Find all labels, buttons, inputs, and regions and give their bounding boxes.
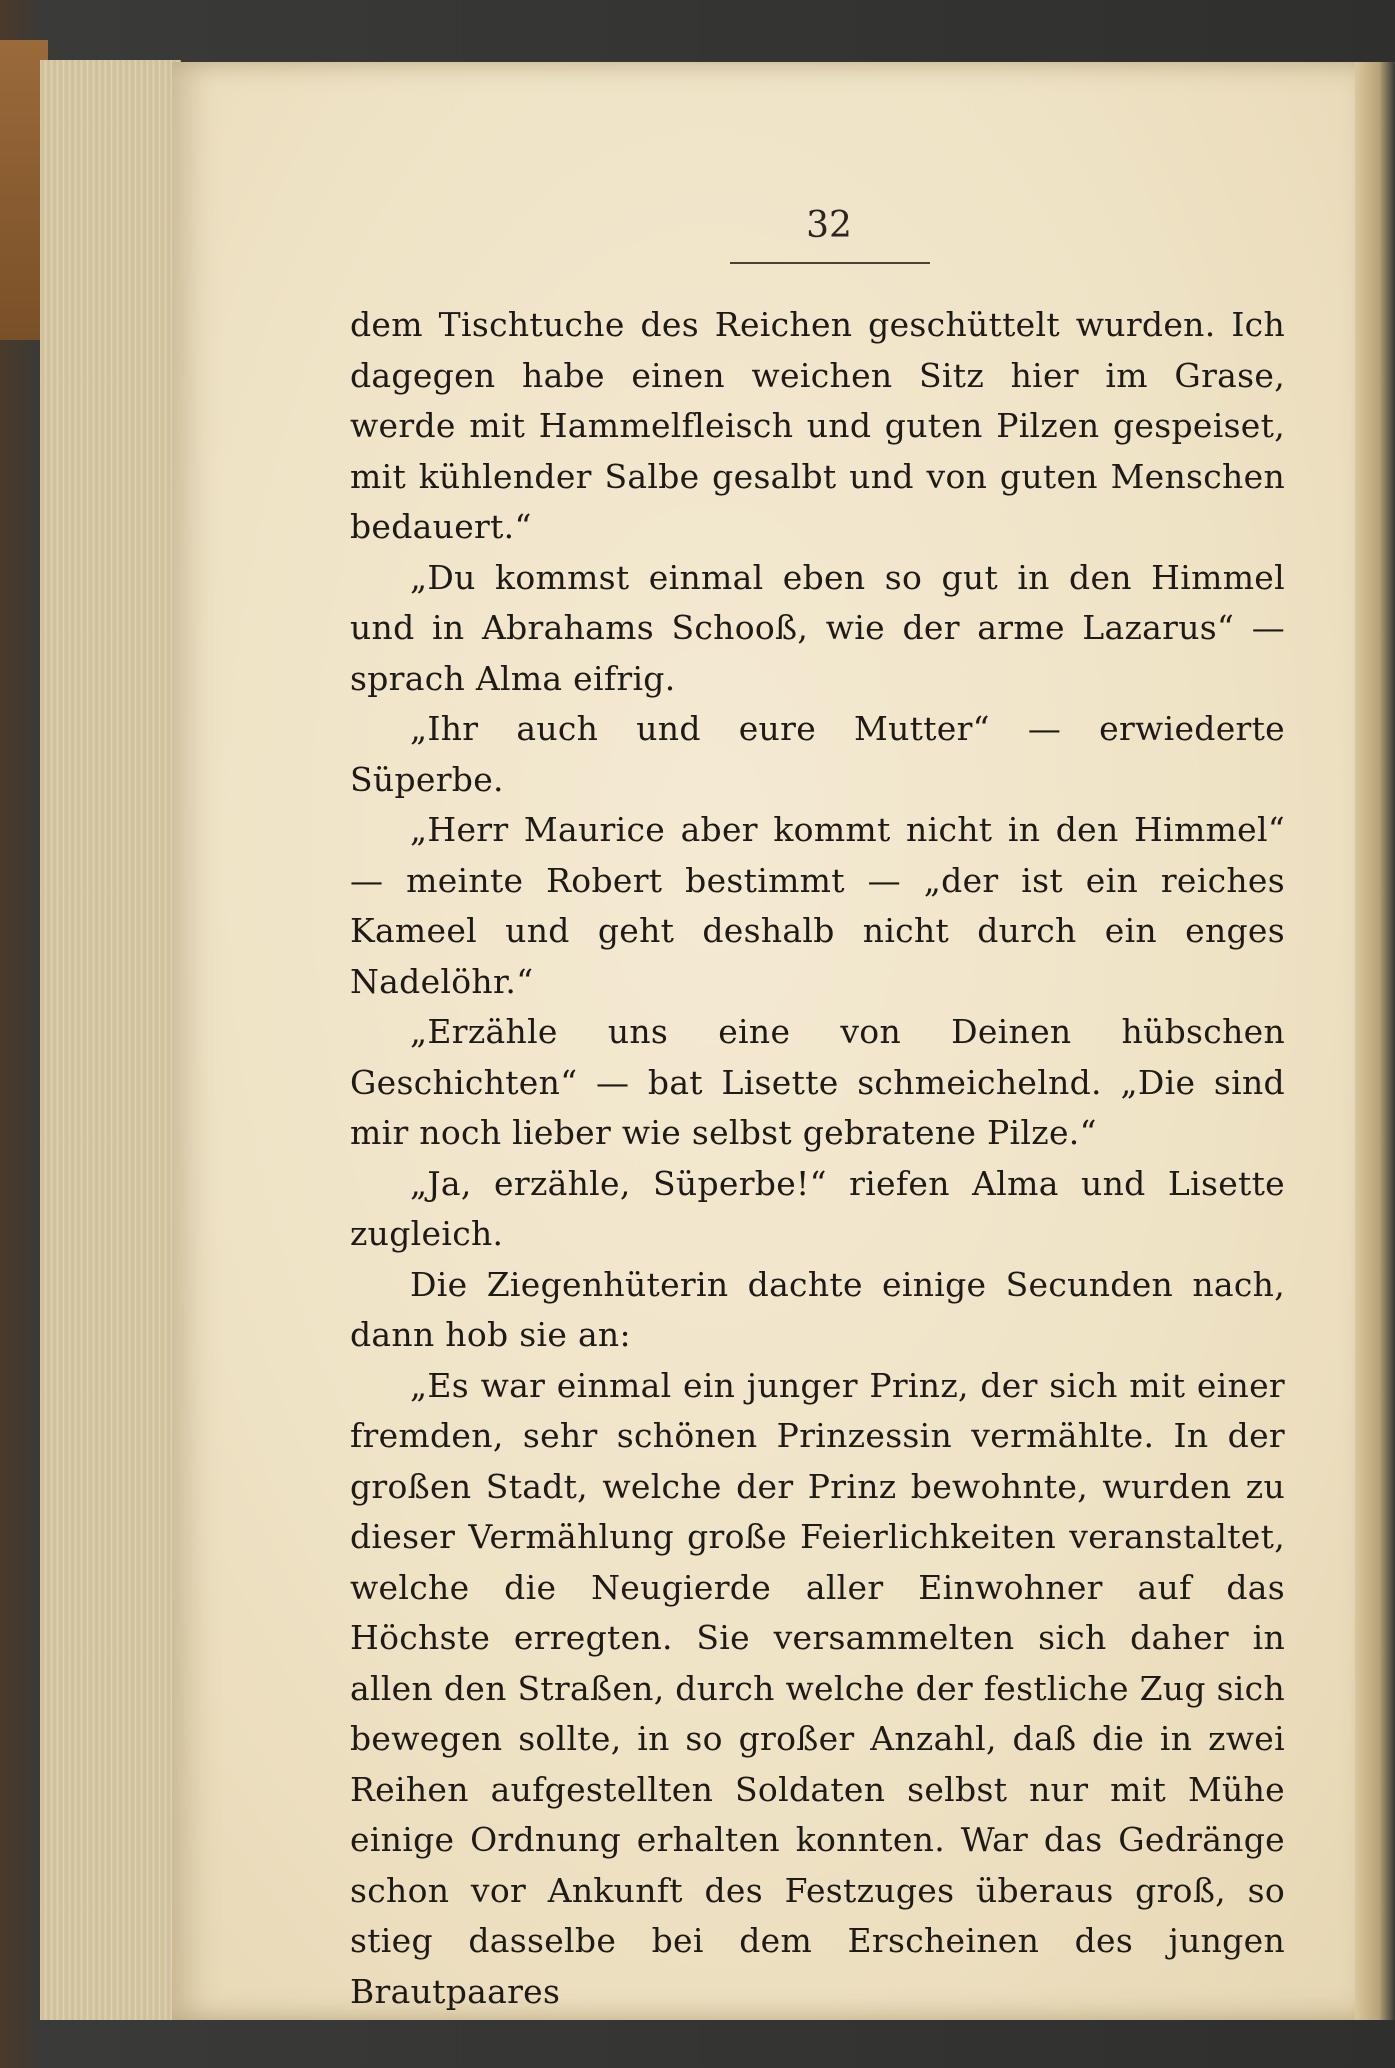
- paragraph-1: dem Tischtuche des Reichen geschüttelt wurden. Ich dagegen habe einen weichen Sitz hier im Grase, werde mit Hammelfleisch und guten Pilzen gespeiset, mit kühlender Salbe gesalbt und von guten Menschen bedauert.“: [350, 305, 1285, 546]
- paragraph-6: „Ja, erzähle, Süperbe!“ riefen Alma und Lisette zugleich.: [350, 1163, 1285, 1253]
- paragraph-4: „Herr Maurice aber kommt nicht in den Himmel“ — meinte Robert bestimmt — „der ist ein reiches Kameel und geht deshalb nicht durch ein enges Nadelöhr.“: [350, 810, 1285, 1001]
- page-number: 32: [806, 205, 852, 246]
- header-rule: [730, 262, 930, 264]
- paragraph-5: „Erzähle uns eine von Deinen hübschen Geschichten“ — bat Lisette schmeichelnd. „Die sind mir noch lieber wie selbst gebratene Pilze.“: [350, 1012, 1285, 1152]
- paragraph-7: Die Ziegenhüterin dachte einige Secunden nach, dann hob sie an:: [350, 1264, 1285, 1354]
- paragraph-8: „Es war einmal ein junger Prinz, der sich mit einer fremden, sehr schönen Prinzessin vermählte. In der großen Stadt, welche der Prinz bewohnte, wurden zu dieser Vermählung große Feierlichkeiten veranstaltet, welche die Neugierde aller Einwohner auf das Höchste erregten. Sie versammelten sich daher in allen den Straßen, durch welche der festliche Zug sich bewegen sollte, in so großer Anzahl, daß die in zwei Reihen aufgestellten Soldaten selbst nur mit Mühe einige Ordnung erhalten konnten. War das Gedränge schon vor Ankunft des Festzuges überaus groß, so stieg dasselbe bei dem Erscheinen des jungen Brautpaares: [350, 1365, 1285, 2011]
- page-edge-right: [1355, 62, 1395, 2020]
- body-text: [350, 300, 1285, 2017]
- paragraph-2: „Du kommst einmal eben so gut in den Himmel und in Abrahams Schooß, wie der arme Lazarus“ — sprach Alma eifrig.: [350, 557, 1285, 698]
- paragraph-3: „Ihr auch und eure Mutter“ — erwiederte Süperbe.: [350, 709, 1285, 799]
- page-edges-left: [40, 60, 181, 2020]
